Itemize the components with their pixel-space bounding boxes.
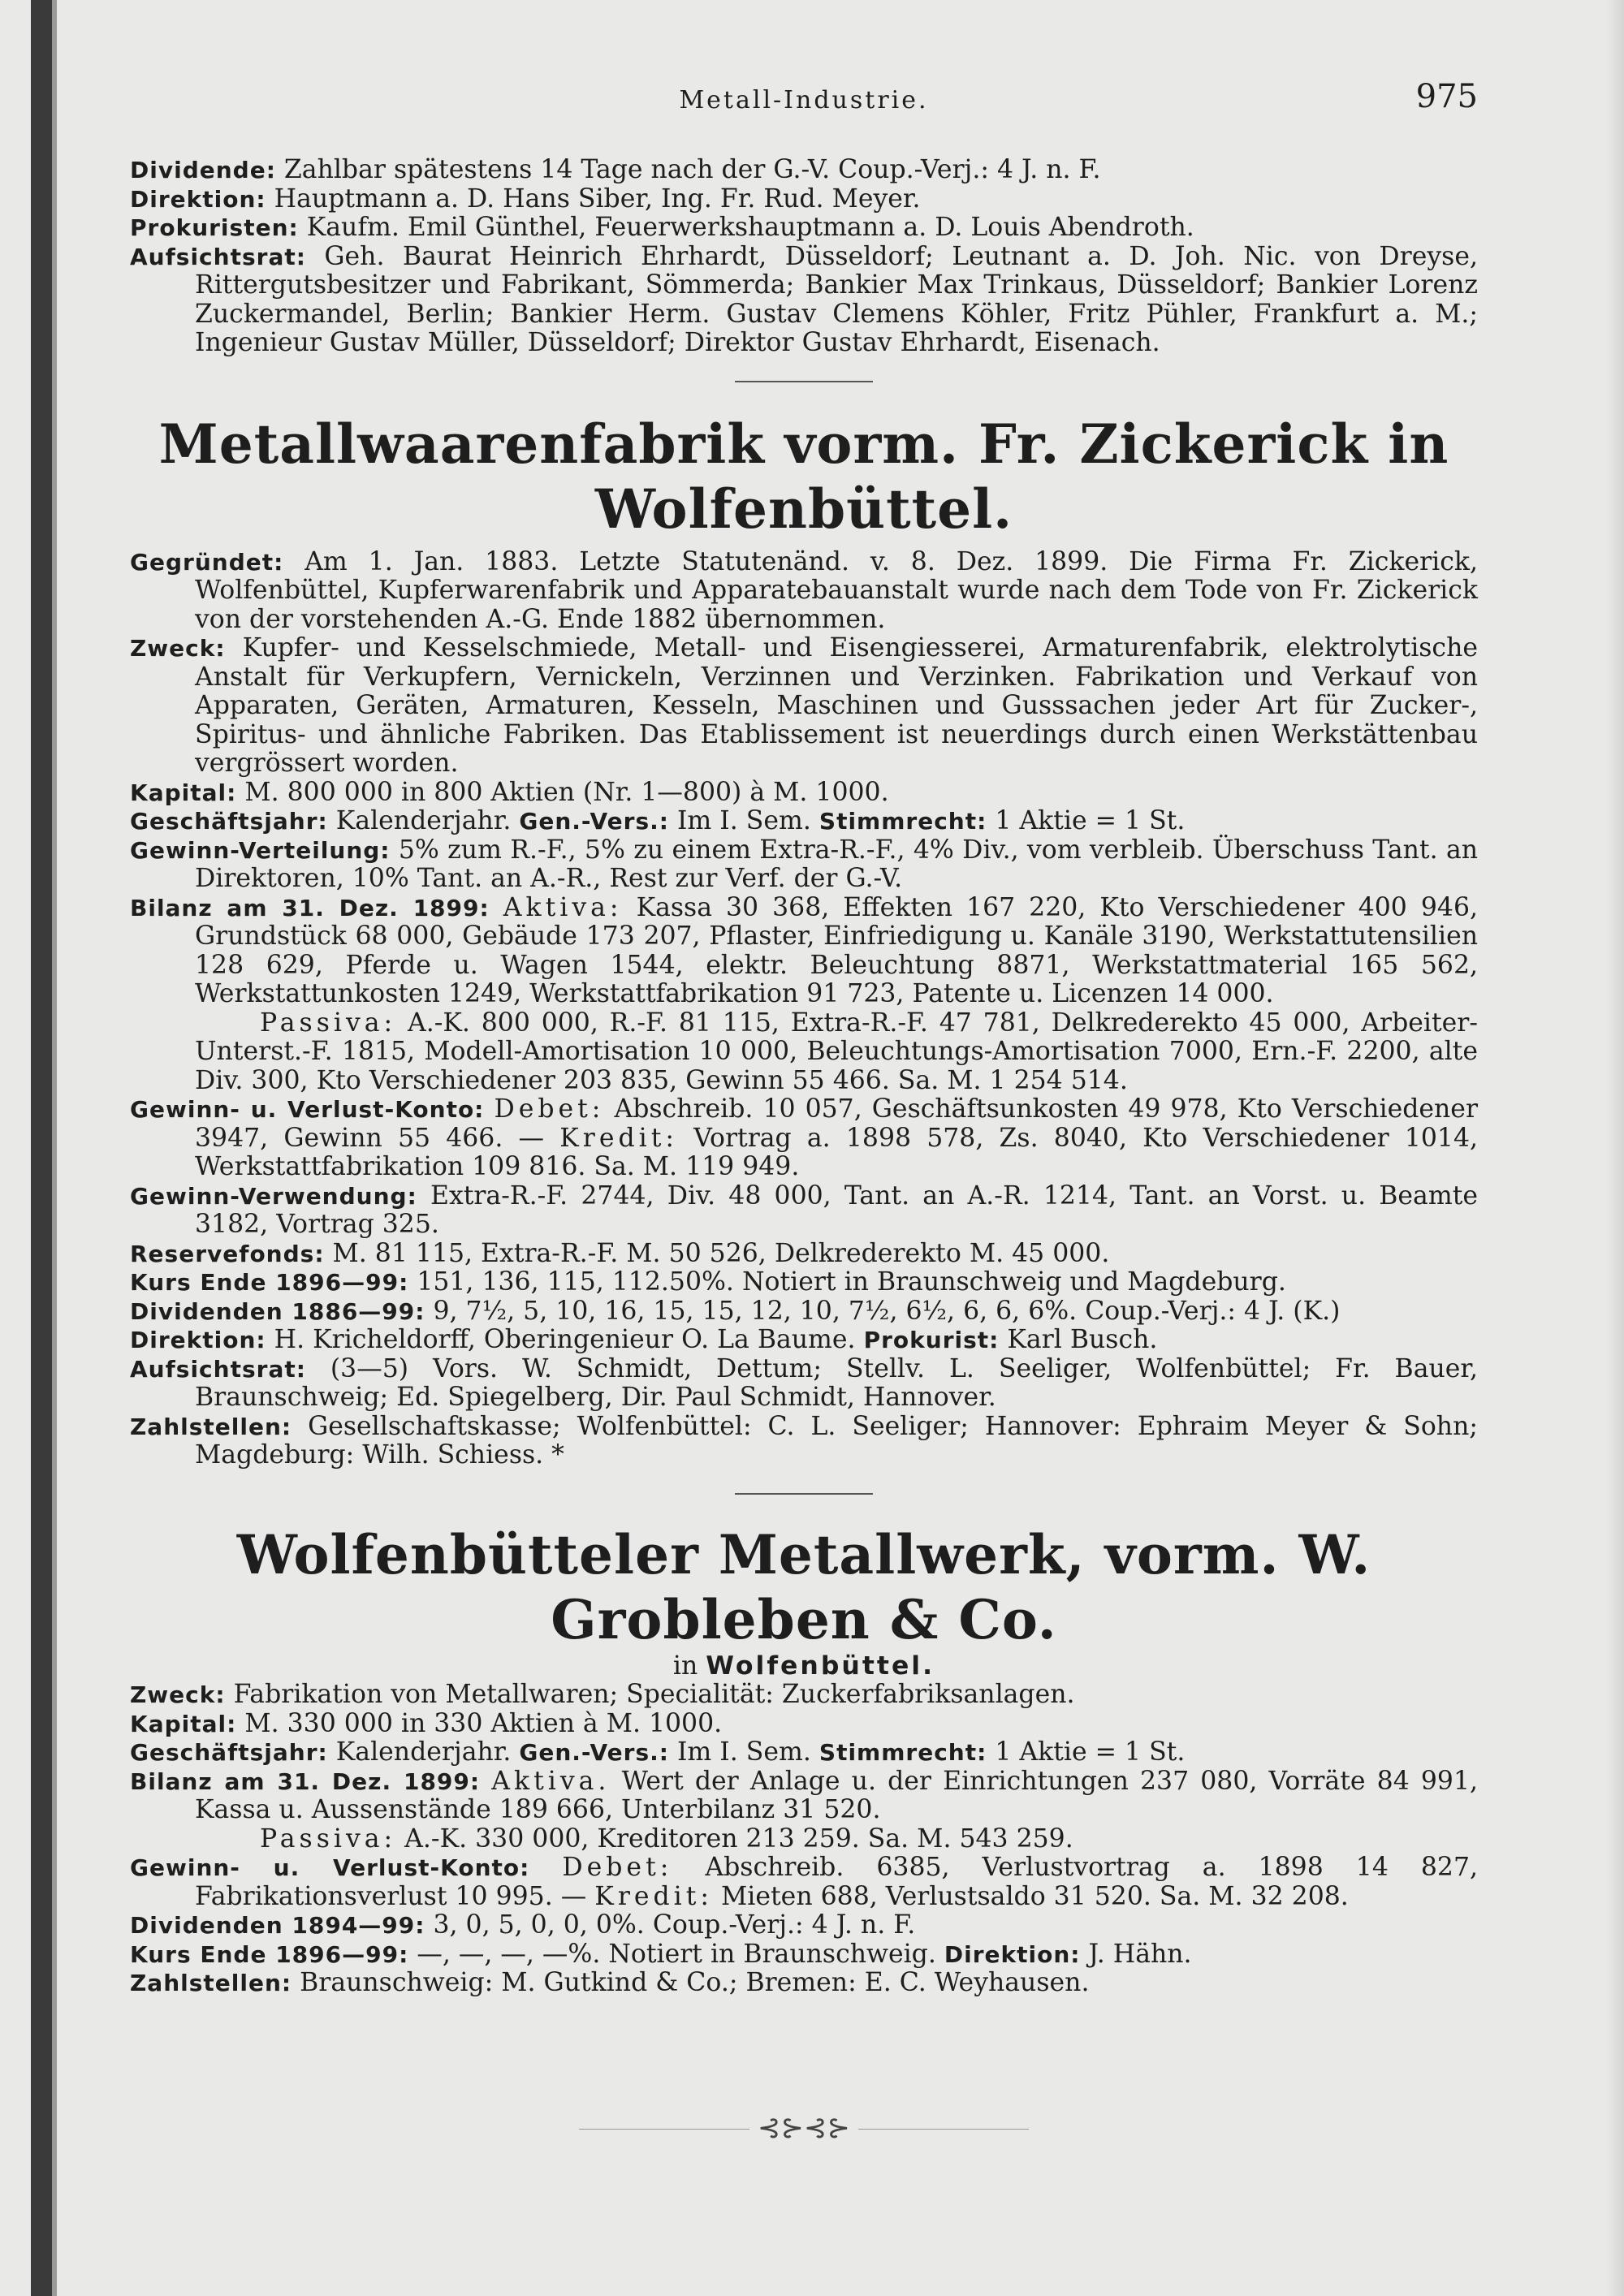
paragraph-dividenden [130,1297,1478,1327]
text-geschaeftsjahr: Kalenderjahr. [335,806,512,835]
label-kapital: Kapital: [130,779,237,806]
paragraph-zweck [130,1681,1478,1710]
company-title-zickerick: Metallwaarenfabrik vorm. Fr. Zickerick in Wolfenbüttel. [158,412,1449,541]
label-reservefonds: Reservefonds: [130,1240,325,1267]
label-aktiva: Aktiva: [503,892,623,922]
ornament-line-left [579,2129,749,2130]
ornament-line-right [858,2129,1029,2130]
label-direktion: Direktion: [130,1327,266,1353]
label-zweck: Zweck: [130,1681,226,1708]
text-stimmrecht: 1 Aktie = 1 St. [995,806,1186,835]
label-direktion: Direktion: [944,1940,1081,1968]
end-ornament [130,2112,1478,2144]
section-divider [735,381,873,382]
text-zweck: Fabrikation von Metallwaren; Specialität: Zuckerfabriksanlagen. [233,1680,1075,1709]
text-prokuristen: Kaufm. Emil Günthel, Feuerwerkshauptmann a. D. Louis Abendroth. [306,213,1194,242]
label-aufsichtsrat: Aufsichtsrat: [130,243,306,270]
text-zweck: Kupfer- und Kesselschmiede, Metall- und Eisengiesserei, Armaturenfabrik, elektrolytische Anstalt für Verkupfern, Vernickeln, Verzinnen und Verzinken. Fabrikation und Verkauf von Apparaten, Geräten, Armaturen, Kesseln, Maschinen und Gusssachen jeder Art für Zucker-, Spiritus- und ähnliche Fabriken. Das Etablissement ist neuerdings durch einen Werkstättenbau vergrössert worden. [195,633,1479,778]
text-kapital: M. 800 000 in 800 Aktien (Nr. 1—800) à M. 1000. [244,777,889,807]
text-debet: Abschreib. 6385, Verlustvortrag a. 1898 14 827, Fabrikationsverlust 10 995. — [195,1853,1479,1911]
paragraph-gvkonto [130,1095,1478,1182]
text-dividenden: 9, 7½, 5, 10, 16, 15, 15, 12, 10, 7½, 6½, 6, 6, 6%. Coup.-Verj.: 4 J. (K.) [433,1296,1341,1326]
text-passiva: A.-K. 800 000, R.-F. 81 115, Extra-R.-F. 47 781, Delkrederekto 45 000, Arbeiter-Unterst.-F. 1815, Modell-Amortisation 10 000, Beleuchtungs-Amortisation 7000, Ern.-F. 2200, alte Div. 300, Kto Verschiedener 203 835, Gewinn 55 466. Sa. M. 1 254 514. [195,1008,1478,1095]
paragraph-kapital [130,1710,1478,1739]
company-title-grobleben: Wolfenbütteler Metallwerk, vorm. W. Grobleben & Co. [236,1522,1371,1651]
label-genvers: Gen.-Vers.: [519,808,669,835]
label-dividenden: Dividenden 1886—99: [130,1297,425,1325]
paragraph-zweck [130,634,1478,779]
label-kurs: Kurs Ende 1896—99: [130,1940,409,1968]
paragraph-prokuristen [130,214,1478,243]
paragraph-zahlstellen [130,1413,1478,1470]
text-direktion: H. Kricheldorff, Oberingenieur O. La Baume. [274,1325,856,1354]
paragraph-aufsichtsrat [130,243,1478,358]
label-dividende: Dividende: [130,157,276,183]
paragraph-gewinnverteilung [130,836,1478,894]
section-divider [735,1493,873,1495]
text-aufsichtsrat: Geh. Baurat Heinrich Ehrhardt, Düsseldorf; Leutnant a. D. Joh. Nic. von Dreyse, Rittergutsbesitzer und Fabrikant, Sömmerda; Bankier Max Trinkaus, Düsseldorf; Bankier Lorenz Zuckermandel, Berlin; Bankier Herm. Gustav Clemens Köhler, Fritz Pühler, Frankfurt a. M.; Ingenieur Gustav Müller, Düsseldorf; Direktor Gustav Ehrhardt, Eisenach. [195,241,1479,357]
label-debet: Debet: [562,1853,673,1882]
label-gvkonto: Gewinn- u. Verlust-Konto: [130,1854,530,1881]
paragraph-bilanz-aktiva [130,894,1478,1009]
paragraph-reservefonds [130,1240,1478,1269]
label-prokuristen: Prokuristen: [130,214,299,241]
text-stimmrecht: 1 Aktie = 1 St. [995,1737,1186,1767]
text-kapital: M. 330 000 in 330 Aktien à M. 1000. [244,1708,723,1738]
text-genvers: Im I. Sem. [676,1737,811,1767]
label-aktiva: Aktiva. [491,1766,611,1796]
text-kurs: —, —, —, —%. Notiert in Braunschweig. [417,1939,936,1969]
text-kredit: Mieten 688, Verlustsaldo 31 520. Sa. M. 32 208. [721,1881,1349,1911]
text-reservefonds: M. 81 115, Extra-R.-F. M. 50 526, Delkrederekto M. 45 000. [332,1238,1110,1268]
paragraph-geschaeftsjahr [130,1738,1478,1767]
paragraph-bilanz-passiva [130,1825,1478,1854]
text-kredit: Vortrag a. 1898 578, Zs. 8040, Kto Verschiedener 1014, Werkstattfabrikation 109 816. Sa. M. 119 949. [195,1123,1478,1181]
paragraph-direktion [130,1326,1478,1355]
text-passiva: A.-K. 330 000, Kreditoren 213 259. Sa. M. 543 259. [404,1823,1073,1854]
text-aufsichtsrat: (3—5) Vors. W. Schmidt, Dettum; Stellv. L. Seeliger, Wolfenbüttel; Fr. Bauer, Braunschweig; Ed. Spiegelberg, Dir. Paul Schmidt, Hannover. [195,1353,1479,1412]
label-prokurist: Prokurist: [863,1327,1000,1353]
text-dividenden: 3, 0, 5, 0, 0, 0%. Coup.-Verj.: 4 J. n. F. [433,1910,916,1940]
label-stimmrecht: Stimmrecht: [818,808,987,835]
ornament-icon: ⊰⊱⊰⊱ [758,2111,850,2144]
running-title: Metall-Industrie. [679,86,929,114]
label-gegruendet: Gegründet: [130,548,284,576]
label-aufsichtsrat: Aufsichtsrat: [130,1355,306,1383]
label-dividenden: Dividenden 1894—99: [130,1912,425,1939]
text-debet: Abschreib. 10 057, Geschäftsunkosten 49 978, Kto Verschiedener 3947, Gewinn 55 466. — [195,1094,1479,1153]
text-zahlstellen: Gesellschaftskasse; Wolfenbüttel: C. L. Seeliger; Hannover: Ephraim Meyer & Sohn; Magdeburg: Wilh. Schiess. * [195,1411,1478,1470]
book-spine-shadow [31,0,52,2296]
label-geschaeftsjahr: Geschäftsjahr: [130,1739,328,1766]
label-passiva: Passiva: [260,1008,397,1038]
text-zahlstellen: Braunschweig: M. Gutkind & Co.; Bremen: E. C. Weyhausen. [300,1968,1090,1997]
label-kurs: Kurs Ende 1896—99: [130,1269,409,1296]
paragraph-kurs [130,1268,1478,1297]
text-direktion: J. Hähn. [1088,1939,1192,1969]
label-geschaeftsjahr: Geschäftsjahr: [130,808,328,835]
label-kapital: Kapital: [130,1710,237,1737]
label-zahlstellen: Zahlstellen: [130,1413,292,1440]
label-kredit: Kredit: [594,1881,714,1911]
label-bilanz: Bilanz am 31. Dez. 1899: [130,1767,481,1795]
label-direktion: Direktion: [130,185,266,213]
company-sub-prefix: in [672,1651,698,1681]
paragraph-gegruendet [130,548,1478,635]
text-gewinnverwendung: Extra-R.-F. 2744, Div. 48 000, Tant. an A.-R. 1214, Tant. an Vorst. u. Beamte 3182, Vortrag 325. [195,1180,1478,1239]
page-content [130,78,1478,2144]
paragraph-gvkonto [130,1854,1478,1911]
paragraph-gewinnverwendung [130,1182,1478,1240]
book-spine-edge [52,0,57,2296]
label-zahlstellen: Zahlstellen: [130,1970,292,1996]
paragraph-bilanz-passiva [130,1009,1478,1096]
entry-grobleben [130,1522,1478,1998]
text-prokurist: Karl Busch. [1007,1325,1158,1354]
label-passiva: Passiva: [260,1823,397,1854]
entry-zickerick [130,412,1478,1470]
text-gegruendet: Am 1. Jan. 1883. Letzte Statutenänd. v. 8. Dez. 1899. Die Firma Fr. Zickerick, Wolfenbüttel, Kupferwarenfabrik und Apparatebauanstalt wurde nach dem Tode von Fr. Zickerick von der vorstehenden A.-G. Ende 1882 übernommen. [195,546,1479,634]
company-subtitle [130,1652,1478,1681]
paragraph-zahlstellen [130,1969,1478,1998]
paragraph-geschaeftsjahr [130,807,1478,836]
entry-continued [130,156,1478,358]
text-aktiva: Wert der Anlage u. der Einrichtungen 237 080, Vorräte 84 991, Kassa u. Aussenstände 189 666, Unterbilanz 31 520. [195,1766,1479,1824]
text-direktion: Hauptmann a. D. Hans Siber, Ing. Fr. Rud. Meyer. [274,183,921,214]
page-edge [1606,0,1624,2296]
label-debet: Debet: [494,1094,605,1124]
label-genvers: Gen.-Vers.: [519,1739,669,1766]
company-location: Wolfenbüttel. [706,1651,935,1681]
page-header [130,78,1478,127]
label-gvkonto: Gewinn- u. Verlust-Konto: [130,1096,485,1123]
text-kurs: 151, 136, 115, 112.50%. Notiert in Braunschweig und Magdeburg. [417,1267,1286,1297]
text-genvers: Im I. Sem. [676,806,811,835]
label-gewinnverteilung: Gewinn-Verteilung: [130,836,391,864]
text-aktiva: Kassa 30 368, Effekten 167 220, Kto Verschiedener 400 946, Grundstück 68 000, Gebäude 173 207, Pflaster, Einfriedigung u. Kanäle 3190, Werkstattutensilien 128 629, Pferde u. Wagen 1544, elektr. Beleuchtung 8871, Werkstattmaterial 165 562, Werkstattunkosten 1249, Werkstattfabrikation 91 723, Patente u. Licenzen 14 000. [195,892,1479,1008]
paragraph-aufsichtsrat [130,1355,1478,1413]
paragraph-kapital [130,779,1478,808]
paragraph-direktion [130,185,1478,214]
paragraph-dividende [130,156,1478,185]
label-gewinnverwendung: Gewinn-Verwendung: [130,1182,417,1210]
text-gewinnverteilung: 5% zum R.-F., 5% zu einem Extra-R.-F., 4% Div., vom verbleib. Überschuss Tant. an Direktoren, 10% Tant. an A.-R., Rest zur Verf. der G.-V. [195,835,1479,893]
label-bilanz: Bilanz am 31. Dez. 1899: [130,894,490,921]
paragraph-dividenden [130,1911,1478,1940]
text-dividende: Zahlbar spätestens 14 Tage nach der G.-V. Coup.-Verj.: 4 J. n. F. [283,155,1101,184]
paragraph-bilanz-aktiva [130,1767,1478,1825]
label-kredit: Kredit: [559,1123,678,1153]
paragraph-kurs [130,1940,1478,1970]
text-geschaeftsjahr: Kalenderjahr. [335,1737,512,1767]
label-stimmrecht: Stimmrecht: [818,1739,987,1766]
label-zweck: Zweck: [130,635,226,662]
page-number: 975 [1415,78,1478,115]
